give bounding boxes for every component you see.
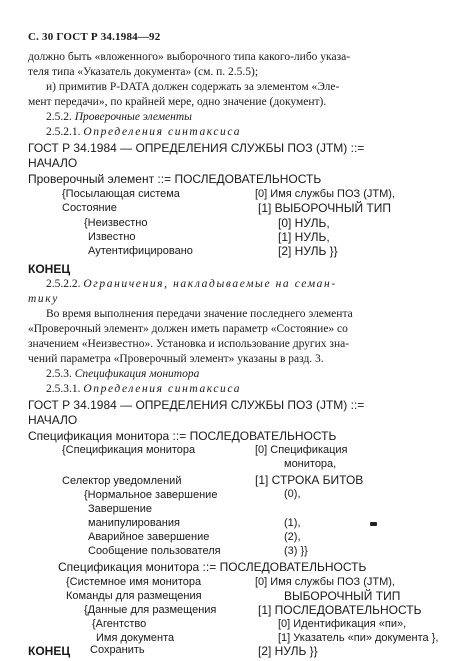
section-title: Ограничения, накладываемые на семан- [83, 278, 337, 290]
para2-line1: Во время выполнения передачи значение последнего элемента [46, 308, 353, 320]
check-field-type: [1] НУЛЬ, [278, 230, 330, 244]
section-number: 2.5.3.1. [46, 383, 81, 395]
monitor-field-type: [0] Спецификация [255, 444, 348, 456]
module-begin-2: НАЧАЛО [28, 413, 78, 427]
monitor-field-type-cont: монитора, [284, 458, 337, 470]
check-field-name: Известно [88, 231, 136, 243]
check-field-type: [1] ВЫБОРОЧНЫЙ ТИП [258, 201, 392, 215]
check-field-type: [0] Имя службы ПОЗ (JTM), [255, 188, 395, 200]
section-2-5-3-1-heading [46, 384, 241, 396]
para2-line4: чений параметра «Проверочный элемент» указаны в разд. 3. [28, 353, 324, 365]
section-number: 2.5.2.1. [46, 126, 81, 138]
section-2-5-2-2-title-cont: тику [28, 293, 59, 305]
section-title: Спецификация монитора [74, 368, 200, 380]
section-number: 2.5.3. [46, 368, 72, 380]
monitor-field-name: {Спецификация монитора [62, 444, 196, 456]
monitor-field-type: [0] Имя службы ПОЗ (JTM), [255, 576, 395, 588]
monitor-field-name: {Агентство [92, 618, 147, 630]
section-2-5-2-1-heading [46, 127, 241, 139]
module-begin-1: НАЧАЛО [28, 156, 78, 170]
para1-line2: теля типа «Указатель документа» (см. п. 2.5.5); [28, 66, 259, 78]
section-2-5-2-2-heading [46, 279, 337, 291]
check-field-name: {Неизвестно [84, 217, 148, 229]
section-title: Определения синтаксиса [83, 126, 242, 138]
check-field-name: {Посылающая система [62, 188, 180, 200]
section-title: Определения синтаксиса [83, 383, 242, 395]
ink-mark [370, 522, 377, 526]
section-2-5-3-heading [46, 369, 199, 381]
check-element-definition: Проверочный элемент ::= ПОСЛЕДОВАТЕЛЬНОСТЬ [28, 172, 322, 186]
monitor-field-name: Имя документа [96, 632, 175, 644]
page-header: С. 30 ГОСТ Р 34.1984—92 [28, 31, 161, 43]
monitor-field-value: (1), [284, 517, 301, 529]
module-header-2: ГОСТ Р 34.1984 — ОПРЕДЕЛЕНИЯ СЛУЖБЫ ПОЗ (JTM) ::= [28, 398, 365, 412]
monitor-field-name: {Системное имя монитора [66, 576, 202, 588]
monitor-field-value: (2), [284, 531, 301, 543]
monitor-field-value: (3) }} [284, 545, 308, 557]
para1-line4: мент передачи», по крайней мере, одно значение (документ). [28, 96, 327, 108]
monitor-spec-definition: Спецификация монитора ::= ПОСЛЕДОВАТЕЛЬНОСТЬ [28, 429, 337, 443]
monitor-field-name: Сохранить [90, 644, 145, 656]
monitor-field-value: (0), [284, 488, 301, 500]
monitor-field-name: {Нормальное завершение [84, 489, 218, 501]
monitor-field-name: Завершение [88, 503, 152, 515]
para1-line1: должно быть «вложенного» выборочного типа какого-либо указа- [28, 51, 351, 63]
monitor-field-name: {Данные для размещения [84, 604, 217, 616]
para2-line2: «Проверочный элемент» должен иметь параметр «Состояние» со [28, 323, 348, 335]
monitor-spec-definition-2: Спецификация монитора ::= ПОСЛЕДОВАТЕЛЬНОСТЬ [58, 560, 367, 574]
module-end-2: КОНЕЦ [28, 644, 71, 658]
check-field-name: Аутентифицировано [88, 245, 193, 257]
para2-line3: значением «Неизвестно». Установка и использование других зна- [28, 338, 350, 350]
monitor-field-type: ВЫБОРОЧНЫЙ ТИП [284, 589, 401, 603]
monitor-field-name: Команды для размещения [66, 590, 202, 602]
section-number: 2.5.2. [46, 111, 72, 123]
check-field-name: Состояние [62, 202, 117, 214]
monitor-field-name: Селектор уведомлений [62, 475, 182, 487]
monitor-field-name: манипулирования [88, 517, 180, 529]
check-field-type: [2] НУЛЬ }} [278, 244, 338, 258]
monitor-field-name: Аварийное завершение [88, 531, 210, 543]
monitor-field-type: [1] ПОСЛЕДОВАТЕЛЬНОСТЬ [258, 603, 422, 617]
module-header-1: ГОСТ Р 34.1984 — ОПРЕДЕЛЕНИЯ СЛУЖБЫ ПОЗ (JTM) ::= [28, 141, 365, 155]
monitor-field-type: [1] Указатель «пи» документа }, [278, 632, 439, 644]
monitor-field-name: Сообщение пользователя [88, 545, 221, 557]
section-title: Проверочные элементы [74, 111, 192, 123]
module-end-1: КОНЕЦ [28, 262, 71, 276]
monitor-field-type: [0] Идентификация «пи», [278, 618, 407, 630]
section-number: 2.5.2.2. [46, 278, 81, 290]
monitor-field-type: [1] СТРОКА БИТОВ [255, 473, 364, 487]
para1-line3: и) примитив P-DATA должен содержать за элементом «Эле- [46, 81, 340, 93]
monitor-field-type: [2] НУЛЬ }} [258, 644, 318, 658]
check-field-type: [0] НУЛЬ, [278, 216, 330, 230]
section-2-5-2-heading [46, 112, 192, 124]
